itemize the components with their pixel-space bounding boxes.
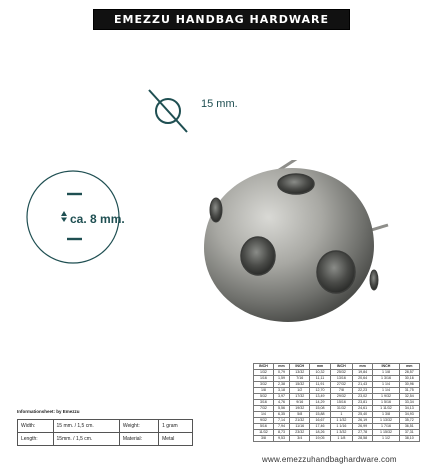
conversion-cell: 11,11 [310,376,330,382]
conversion-cell: 28,57 [399,370,419,376]
conversion-cell: 3,97 [273,394,289,400]
conversion-cell: 19,05 [310,436,330,442]
conversion-cell: 26,99 [352,424,372,430]
conversion-header-cell: INCH [373,364,399,370]
conversion-cell: 27,78 [352,430,372,436]
conversion-cell: 1 11/32 [373,406,399,412]
conversion-cell: 15/32 [290,382,310,388]
conversion-cell: 7/16 [290,376,310,382]
conversion-cell: 7/32 [254,406,274,412]
conversion-cell: 3/4 [290,436,310,442]
conversion-cell: 1 [330,412,352,418]
conversion-cell: 23/32 [290,430,310,436]
conversion-cell: 29/32 [330,394,352,400]
conversion-header-cell: mm [352,364,372,370]
conversion-cell: 1/8 [254,388,274,394]
conversion-cell: 7,94 [273,424,289,430]
conversion-cell: 17/32 [290,394,310,400]
conversion-cell: 5/32 [254,394,274,400]
conversion-cell: 4,76 [273,400,289,406]
conversion-cell: 5/16 [254,424,274,430]
diameter-label: 15 mm. [201,98,238,110]
conversion-cell: 31,75 [399,388,419,394]
conversion-cell: 6,35 [273,412,289,418]
conversion-cell: 5,56 [273,406,289,412]
conversion-cell: 18,26 [310,430,330,436]
conversion-cell: 28,58 [352,436,372,442]
conversion-cell: 1/2 [290,388,310,394]
conversion-cell: 16,67 [310,418,330,424]
info-cell: 15mm. / 1,5 cm. [53,433,119,446]
conversion-cell: 1 9/32 [373,394,399,400]
conversion-header-cell: INCH [330,364,352,370]
conversion-header-cell: INCH [254,364,274,370]
conversion-header-cell: INCH [290,364,310,370]
stone-far-right [370,270,378,290]
info-cell: 15 mm. / 1,5 cm. [53,420,119,433]
conversion-cell: 30,16 [399,376,419,382]
conversion-cell: 30,96 [399,382,419,388]
conversion-cell: 11/32 [254,430,274,436]
conversion-cell: 7/8 [330,388,352,394]
conversion-cell: 17,46 [310,424,330,430]
conversion-cell: 31/32 [330,406,352,412]
conversion-cell: 13,49 [310,394,330,400]
conversion-cell: 32,54 [399,394,419,400]
stone-left [241,237,275,275]
conversion-cell: 19,84 [352,370,372,376]
conversion-cell: 13/16 [330,376,352,382]
diameter-icon [143,86,193,136]
conversion-cell: 1 1/8 [373,370,399,376]
conversion-cell: 0,79 [273,370,289,376]
header-title: EMEZZU HANDBAG HARDWARE [114,13,329,26]
arrow-up-icon [61,211,67,216]
conversion-cell: 1 1/8 [330,436,352,442]
conversion-cell: 1 1/4 [373,388,399,394]
conversion-cell: 34,13 [399,406,419,412]
conversion-cell: 3/8 [254,436,274,442]
stone-right [317,251,355,293]
conversion-cell: 27/32 [330,382,352,388]
conversion-cell: 14,29 [310,400,330,406]
info-cell: Metal [159,433,193,446]
info-cell: Material: [119,433,158,446]
conversion-cell: 1/32 [254,370,274,376]
info-cell: Width: [18,420,54,433]
conversion-cell: 1 15/32 [373,430,399,436]
conversion-table [253,363,420,442]
table-row [18,433,193,446]
conversion-cell: 1 1/32 [330,418,352,424]
conversion-header-cell: mm [399,364,419,370]
header-bar [93,9,350,30]
conversion-cell: 1 3/32 [330,430,352,436]
conversion-cell: 8,73 [273,430,289,436]
conversion-cell: 1 3/8 [373,412,399,418]
conversion-cell: 24,61 [352,406,372,412]
conversion-cell: 21/32 [290,418,310,424]
conversion-cell: 25/32 [330,370,352,376]
conversion-cell: 26,19 [352,418,372,424]
conversion-cell: 1,59 [273,376,289,382]
conversion-cell: 1/4 [254,412,274,418]
conversion-cell: 1/16 [254,376,274,382]
conversion-cell: 23,81 [352,400,372,406]
stone-far-left [210,198,222,222]
conversion-cell: 9/16 [290,400,310,406]
conversion-cell: 10,32 [310,370,330,376]
product-image [198,160,390,325]
conversion-cell: 19/32 [290,406,310,412]
table-row [18,420,193,433]
conversion-cell: 1 7/16 [373,424,399,430]
conversion-cell: 9,53 [273,436,289,442]
conversion-cell: 35,72 [399,418,419,424]
conversion-cell: 9/32 [254,418,274,424]
conversion-cell: 15,08 [310,406,330,412]
conversion-cell: 3,18 [273,388,289,394]
stone-top [278,174,314,194]
conversion-cell: 22,23 [352,388,372,394]
info-cell: Length: [18,433,54,446]
conversion-cell: 38,10 [399,436,419,442]
conversion-cell: 1 1/16 [330,424,352,430]
conversion-cell: 1 5/16 [373,400,399,406]
conversion-cell: 1 13/32 [373,418,399,424]
conversion-header-cell: mm [273,364,289,370]
conversion-cell: 33,34 [399,400,419,406]
info-cell: Weight: [119,420,158,433]
conversion-cell: 5/8 [290,412,310,418]
conversion-cell: 3/16 [254,400,274,406]
info-cell: 1 gram [159,420,193,433]
conversion-cell: 1 1/2 [373,436,399,442]
conversion-cell: 23,02 [352,394,372,400]
conversion-cell: 1 1/4 [373,382,399,388]
conversion-cell: 25,40 [352,412,372,418]
conversion-header-cell: mm [310,364,330,370]
conversion-cell: 11/16 [290,424,310,430]
info-title: Informationsheet: by Emezzu [17,409,80,414]
conversion-cell: 34,93 [399,412,419,418]
conversion-cell: 1 3/16 [373,376,399,382]
info-table [17,419,193,446]
conversion-cell: 21,43 [352,382,372,388]
conversion-cell: 2,38 [273,382,289,388]
footer-url: www.emezzuhandbaghardware.com [262,455,397,464]
conversion-cell: 15,88 [310,412,330,418]
conversion-cell: 15/16 [330,400,352,406]
conversion-cell: 11,91 [310,382,330,388]
conversion-cell: 7,14 [273,418,289,424]
conversion-cell: 12,70 [310,388,330,394]
height-label: ca. 8 mm. [70,212,125,226]
conversion-cell: 37,31 [399,430,419,436]
conversion-cell: 3/32 [254,382,274,388]
table-row [254,436,420,442]
conversion-cell: 13/32 [290,370,310,376]
conversion-cell: 36,51 [399,424,419,430]
arrow-down-icon [61,218,67,223]
conversion-cell: 20,64 [352,376,372,382]
